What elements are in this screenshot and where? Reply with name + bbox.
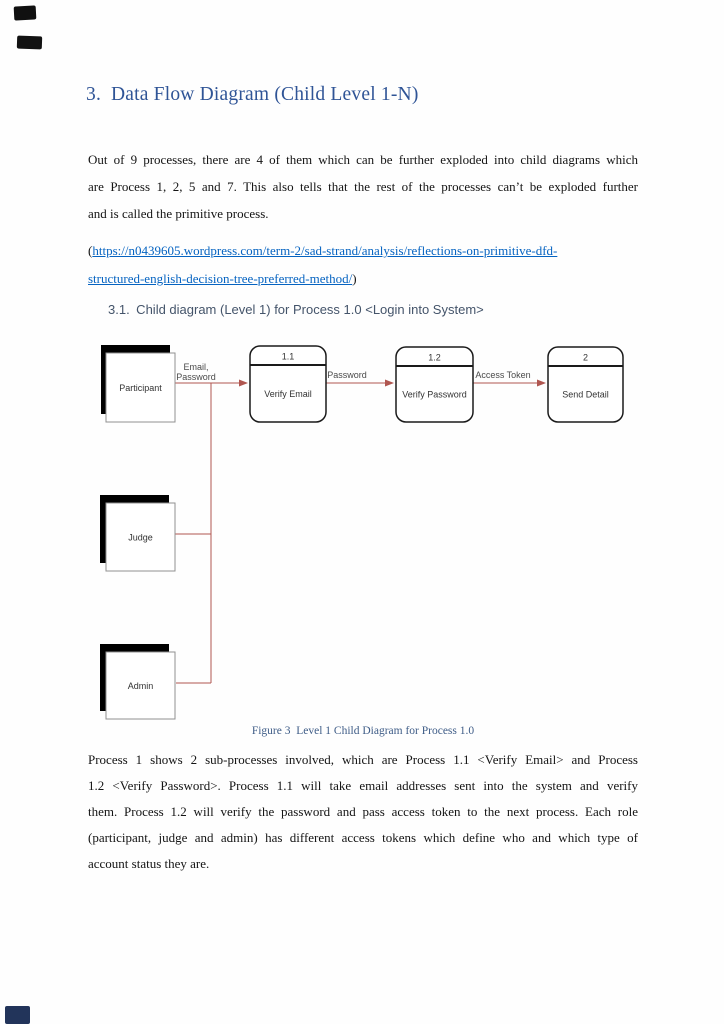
text-line: them. Process 1.2 will verify the password and pass access token to the next process. Each role [88,804,638,819]
entity-admin [100,644,175,719]
flow-1-2-to-2 [473,370,546,387]
process-1.1 [250,346,326,422]
reference-link[interactable]: structured-english-decision-tree-preferred-method/ [88,270,353,286]
flow-label: Password [327,370,367,380]
entity-label: Judge [128,532,153,543]
text-line: account status they are. [88,856,210,871]
entity-participant [101,345,175,422]
description-paragraph [88,747,638,877]
text-line: Out of 9 processes, there are 4 of them which can be further exploded into child diagrams which [88,152,638,167]
arrowhead-icon [385,380,394,387]
process-label: Verify Email [264,389,312,399]
open-paren: ( [88,243,93,258]
entity-judge [100,495,175,571]
process-number: 1.2 [428,352,441,363]
process-number: 1.1 [281,351,295,362]
process-label: Send Detail [562,389,609,400]
text-line: 1.2 <Verify Password>. Process 1.1 will take email addresses sent into the system and verify [88,778,638,793]
text-line: and is called the primitive process. [88,206,269,221]
flow-1-1-to-1-2 [326,370,394,387]
text-line: (participant, judge and admin) has different access tokens which define who and which type of [88,830,638,845]
close-paren: ) [352,270,357,286]
process-1.2 [396,347,473,422]
subsection-heading: 3.1. Child diagram (Level 1) for Process 1.0 <Login into System> [108,302,484,317]
entity-label: Participant [119,383,162,393]
process-number: 2 [582,352,589,363]
flow-label: Password [176,372,216,382]
figure-caption: Figure 3 Level 1 Child Diagram for Process 1.0 [251,725,475,737]
arrowhead-icon [537,380,546,387]
reference-link[interactable]: https://n0439605.wordpress.com/term-2/sad-strand/analysis/reflections-on-primitive-dfd- [92,243,558,258]
arrowhead-icon [239,380,248,387]
entity-label: Admin [127,681,154,691]
text-line: are Process 1, 2, 5 and 7. This also tells that the rest of the processes can’t be exploded further [88,179,638,194]
text-line: Process 1 shows 2 sub-processes involved, which are Process 1.1 <Verify Email> and Process [88,752,638,767]
process-2 [548,347,623,422]
flow-label: Access Token [475,370,531,380]
flow-participant-to-1-1 [175,362,248,387]
flow-label: Email, [183,362,209,372]
process-label: Verify Password [402,389,467,400]
section-heading: 3. Data Flow Diagram (Child Level 1-N) [86,84,419,105]
